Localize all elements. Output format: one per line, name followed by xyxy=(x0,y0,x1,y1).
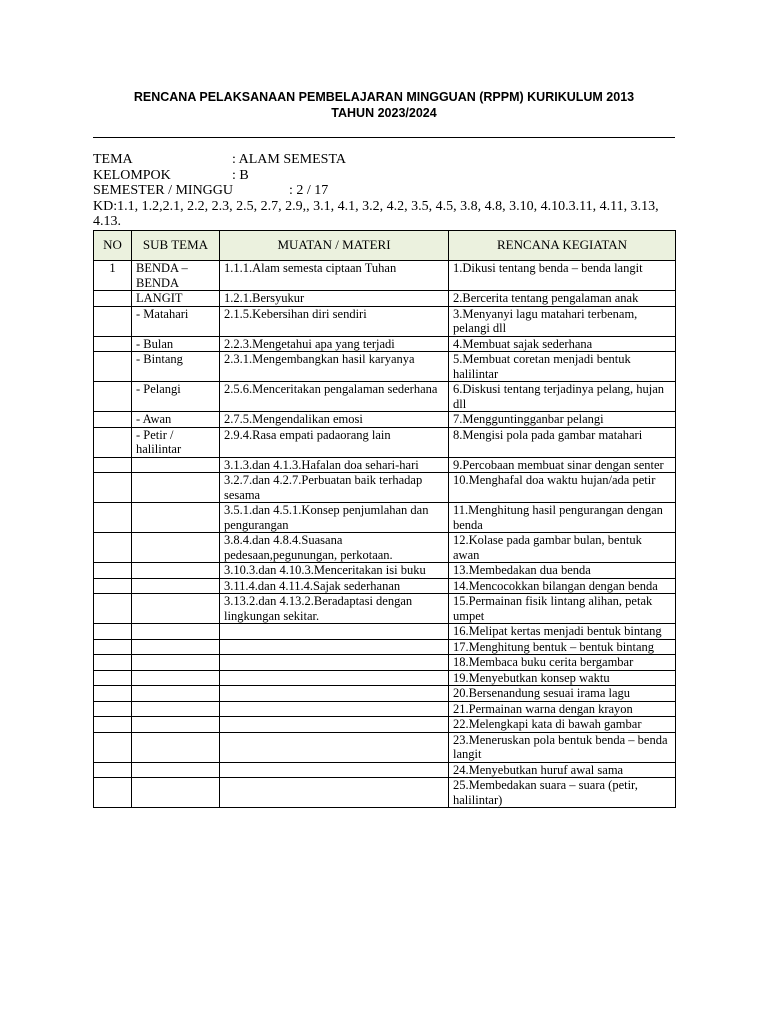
cell-sub-tema xyxy=(132,670,220,686)
cell-muatan-materi: 3.1.3.dan 4.1.3.Hafalan doa sehari-hari xyxy=(220,457,449,473)
table-row xyxy=(94,382,676,412)
semester-value: : 2 / 17 xyxy=(289,183,329,198)
cell-no xyxy=(94,762,132,778)
cell-rencana-kegiatan: 3.Menyanyi lagu matahari terbenam, pelangi dll xyxy=(449,306,676,336)
cell-muatan-materi: 2.3.1.Mengembangkan hasil karyanya xyxy=(220,352,449,382)
cell-sub-tema xyxy=(132,655,220,671)
cell-muatan-materi xyxy=(220,670,449,686)
tema-label: TEMA xyxy=(93,152,133,167)
cell-muatan-materi xyxy=(220,655,449,671)
header-no: NO xyxy=(94,231,132,261)
table-row xyxy=(94,427,676,457)
kelompok-label: KELOMPOK xyxy=(93,167,171,183)
cell-rencana-kegiatan: 22.Melengkapi kata di bawah gambar xyxy=(449,717,676,733)
cell-no xyxy=(94,686,132,702)
cell-sub-tema xyxy=(132,762,220,778)
cell-muatan-materi: 3.8.4.dan 4.8.4.Suasana pedesaan,pegunungan, perkotaan. xyxy=(220,533,449,563)
cell-rencana-kegiatan: 25.Membedakan suara – suara (petir, halilintar) xyxy=(449,778,676,808)
table-row xyxy=(94,306,676,336)
header-muatan-materi: MUATAN / MATERI xyxy=(220,231,449,261)
meta-block xyxy=(93,152,677,230)
cell-rencana-kegiatan: 9.Percobaan membuat sinar dengan senter xyxy=(449,457,676,473)
cell-rencana-kegiatan: 19.Menyebutkan konsep waktu xyxy=(449,670,676,686)
cell-rencana-kegiatan: 21.Permainan warna dengan krayon xyxy=(449,701,676,717)
table-row xyxy=(94,717,676,733)
cell-muatan-materi xyxy=(220,717,449,733)
cell-rencana-kegiatan: 15.Permainan fisik lintang alihan, petak umpet xyxy=(449,594,676,624)
cell-rencana-kegiatan: 10.Menghafal doa waktu hujan/ada petir xyxy=(449,473,676,503)
cell-muatan-materi xyxy=(220,778,449,808)
table-row xyxy=(94,352,676,382)
cell-no xyxy=(94,352,132,382)
table-row xyxy=(94,412,676,428)
cell-no xyxy=(94,457,132,473)
cell-sub-tema xyxy=(132,701,220,717)
cell-rencana-kegiatan: 23.Meneruskan pola bentuk benda – benda langit xyxy=(449,732,676,762)
cell-sub-tema xyxy=(132,717,220,733)
cell-sub-tema xyxy=(132,457,220,473)
cell-rencana-kegiatan: 17.Menghitung bentuk – bentuk bintang xyxy=(449,639,676,655)
table-row xyxy=(94,473,676,503)
cell-muatan-materi: 3.2.7.dan 4.2.7.Perbuatan baik terhadap sesama xyxy=(220,473,449,503)
cell-sub-tema xyxy=(132,686,220,702)
cell-muatan-materi: 2.1.5.Kebersihan diri sendiri xyxy=(220,306,449,336)
cell-sub-tema: - Bulan xyxy=(132,336,220,352)
cell-no xyxy=(94,291,132,307)
cell-muatan-materi: 1.2.1.Bersyukur xyxy=(220,291,449,307)
cell-no xyxy=(94,624,132,640)
cell-no xyxy=(94,594,132,624)
divider-line xyxy=(93,137,675,138)
cell-sub-tema: - Awan xyxy=(132,412,220,428)
cell-no xyxy=(94,306,132,336)
cell-muatan-materi: 3.13.2.dan 4.13.2.Beradaptasi dengan lingkungan sekitar. xyxy=(220,594,449,624)
cell-no xyxy=(94,563,132,579)
table-row xyxy=(94,624,676,640)
table-row xyxy=(94,732,676,762)
semester-label: SEMESTER / MINGGU xyxy=(93,183,234,198)
cell-rencana-kegiatan: 5.Membuat coretan menjadi bentuk halilintar xyxy=(449,352,676,382)
cell-sub-tema: - Petir / halilintar xyxy=(132,427,220,457)
cell-muatan-materi xyxy=(220,701,449,717)
table-row xyxy=(94,701,676,717)
cell-no xyxy=(94,473,132,503)
cell-muatan-materi: 1.1.1.Alam semesta ciptaan Tuhan xyxy=(220,261,449,291)
cell-sub-tema: - Pelangi xyxy=(132,382,220,412)
cell-no xyxy=(94,670,132,686)
cell-no xyxy=(94,533,132,563)
meta-kelompok xyxy=(93,168,677,184)
cell-no xyxy=(94,427,132,457)
cell-sub-tema xyxy=(132,594,220,624)
document-title: RENCANA PELAKSANAAN PEMBELAJARAN MINGGUAN (RPPM) KURIKULUM 2013 xyxy=(133,90,635,104)
cell-no xyxy=(94,639,132,655)
cell-sub-tema: - Matahari xyxy=(132,306,220,336)
table-row xyxy=(94,578,676,594)
meta-semester xyxy=(93,183,677,199)
table-row xyxy=(94,762,676,778)
cell-muatan-materi: 3.11.4.dan 4.11.4.Sajak sederhanan xyxy=(220,578,449,594)
cell-rencana-kegiatan: 13.Membedakan dua benda xyxy=(449,563,676,579)
cell-muatan-materi: 2.2.3.Mengetahui apa yang terjadi xyxy=(220,336,449,352)
cell-no xyxy=(94,655,132,671)
table-row xyxy=(94,457,676,473)
cell-sub-tema xyxy=(132,473,220,503)
cell-sub-tema xyxy=(132,778,220,808)
cell-muatan-materi xyxy=(220,639,449,655)
cell-no xyxy=(94,701,132,717)
cell-rencana-kegiatan: 6.Diskusi tentang terjadinya pelang, hujan dll xyxy=(449,382,676,412)
cell-muatan-materi xyxy=(220,732,449,762)
header-rencana-kegiatan: RENCANA KEGIATAN xyxy=(449,231,676,261)
cell-rencana-kegiatan: 7.Mengguntingganbar pelangi xyxy=(449,412,676,428)
cell-rencana-kegiatan: 4.Membuat sajak sederhana xyxy=(449,336,676,352)
table-row xyxy=(94,639,676,655)
cell-no xyxy=(94,412,132,428)
table-row xyxy=(94,336,676,352)
cell-rencana-kegiatan: 24.Menyebutkan huruf awal sama xyxy=(449,762,676,778)
cell-no xyxy=(94,732,132,762)
cell-muatan-materi xyxy=(220,624,449,640)
cell-sub-tema xyxy=(132,732,220,762)
rppm-table xyxy=(93,230,676,808)
cell-muatan-materi: 2.9.4.Rasa empati padaorang lain xyxy=(220,427,449,457)
cell-muatan-materi xyxy=(220,762,449,778)
table-row xyxy=(94,261,676,291)
cell-no: 1 xyxy=(94,261,132,291)
cell-no xyxy=(94,717,132,733)
cell-no xyxy=(94,336,132,352)
cell-rencana-kegiatan: 11.Menghitung hasil pengurangan dengan benda xyxy=(449,503,676,533)
cell-muatan-materi: 2.7.5.Mengendalikan emosi xyxy=(220,412,449,428)
table-row xyxy=(94,594,676,624)
table-row xyxy=(94,291,676,307)
table-row xyxy=(94,533,676,563)
cell-rencana-kegiatan: 12.Kolase pada gambar bulan, bentuk awan xyxy=(449,533,676,563)
cell-sub-tema xyxy=(132,639,220,655)
table-row xyxy=(94,655,676,671)
kelompok-value: : B xyxy=(232,167,249,183)
cell-rencana-kegiatan: 2.Bercerita tentang pengalaman anak xyxy=(449,291,676,307)
cell-no xyxy=(94,503,132,533)
table-row xyxy=(94,686,676,702)
table-row xyxy=(94,670,676,686)
cell-rencana-kegiatan: 1.Dikusi tentang benda – benda langit xyxy=(449,261,676,291)
cell-rencana-kegiatan: 8.Mengisi pola pada gambar matahari xyxy=(449,427,676,457)
cell-no xyxy=(94,382,132,412)
table-body xyxy=(94,261,676,808)
cell-muatan-materi: 3.5.1.dan 4.5.1.Konsep penjumlahan dan pengurangan xyxy=(220,503,449,533)
table-row xyxy=(94,778,676,808)
document-year: TAHUN 2023/2024 xyxy=(331,106,437,120)
cell-sub-tema: LANGIT xyxy=(132,291,220,307)
table-header-row xyxy=(94,231,676,261)
cell-sub-tema xyxy=(132,563,220,579)
cell-rencana-kegiatan: 18.Membaca buku cerita bergambar xyxy=(449,655,676,671)
cell-sub-tema xyxy=(132,578,220,594)
cell-sub-tema xyxy=(132,624,220,640)
cell-rencana-kegiatan: 16.Melipat kertas menjadi bentuk bintang xyxy=(449,624,676,640)
cell-muatan-materi: 3.10.3.dan 4.10.3.Menceritakan isi buku xyxy=(220,563,449,579)
cell-muatan-materi xyxy=(220,686,449,702)
cell-sub-tema: - Bintang xyxy=(132,352,220,382)
header-sub-tema: SUB TEMA xyxy=(132,231,220,261)
table-row xyxy=(94,503,676,533)
cell-muatan-materi: 2.5.6.Menceritakan pengalaman sederhana xyxy=(220,382,449,412)
cell-rencana-kegiatan: 14.Mencocokkan bilangan dengan benda xyxy=(449,578,676,594)
cell-rencana-kegiatan: 20.Bersenandung sesuai irama lagu xyxy=(449,686,676,702)
cell-no xyxy=(94,778,132,808)
cell-sub-tema: BENDA – BENDA xyxy=(132,261,220,291)
tema-value: : ALAM SEMESTA xyxy=(232,152,347,167)
cell-sub-tema xyxy=(132,533,220,563)
kd-list: KD:1.1, 1.2,2.1, 2.2, 2.3, 2.5, 2.7, 2.9,, 3.1, 4.1, 3.2, 4.2, 3.5, 4.5, 3.8, 4.8, 3.10, 4.10.3.11, 4.11, 3.13, 4.13. xyxy=(93,198,659,229)
cell-sub-tema xyxy=(132,503,220,533)
table-row xyxy=(94,563,676,579)
meta-tema xyxy=(93,152,677,168)
cell-no xyxy=(94,578,132,594)
